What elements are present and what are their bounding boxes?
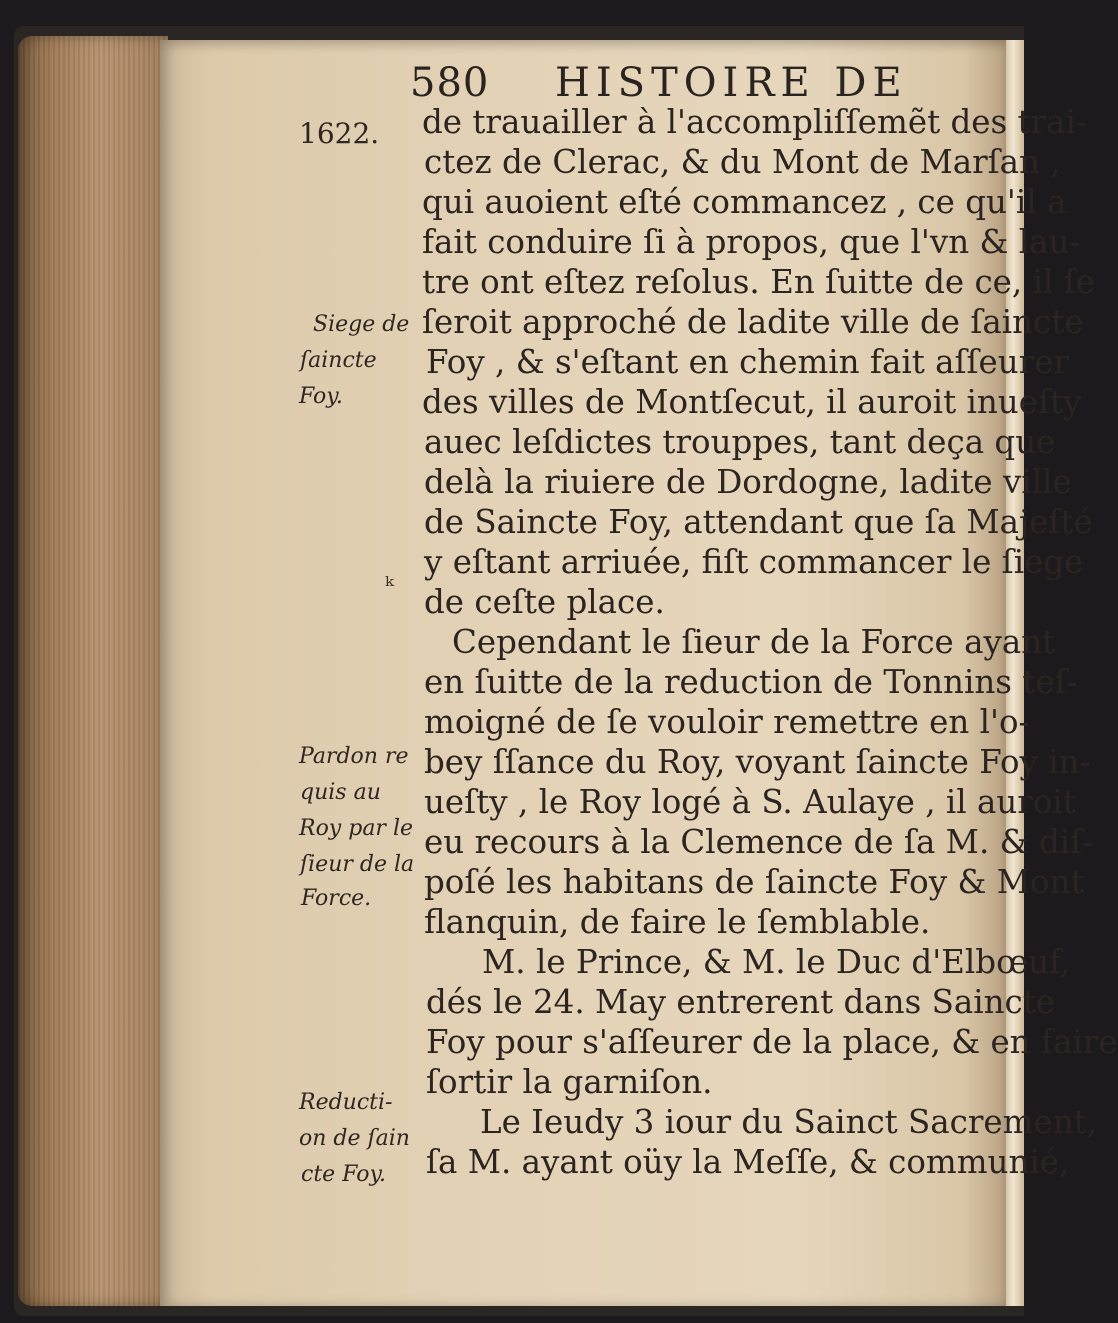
text-line: delà la riuiere de Dordogne, ladite ville: [424, 463, 1072, 501]
margin-note-line: Foy.: [299, 384, 343, 409]
text-line: en ſuitte de la reduction de Tonnins teſ-: [424, 663, 1078, 701]
text-line: Le Ieudy 3 iour du Sainct Sacrement,: [480, 1103, 1098, 1141]
text-line: ueſty , le Roy logé à S. Aulaye , il auroit: [424, 783, 1076, 821]
margin-note-line: cte Foy.: [301, 1162, 386, 1187]
text-line: eu recours à la Clemence de ſa M. & diſ-: [424, 823, 1094, 861]
margin-note-line: quis au: [300, 780, 381, 805]
text-line: poſé les habitans de ſaincte Foy & Mont: [424, 863, 1084, 901]
page-number: 580: [410, 60, 490, 106]
margin-note-line: ſaincte: [300, 348, 377, 373]
text-line: ſortir la garniſon.: [426, 1063, 713, 1101]
margin-note-line: Pardon re: [299, 744, 409, 769]
text-line: ſa M. ayant oüy la Meſſe, & communié,: [426, 1143, 1070, 1181]
margin-note-line: Force.: [301, 886, 372, 911]
text-line: y eſtant arriuée, fiſt commancer le ſiege: [424, 543, 1084, 581]
text-line: fait conduire ſi à propos, que l'vn & lau-: [422, 223, 1081, 261]
page-edge-stack: [18, 36, 168, 1306]
text-line: qui auoient eſté commancez , ce qu'il a: [422, 183, 1067, 221]
text-line: auec leſdictes trouppes, tant deça que: [424, 423, 1056, 461]
text-line: Cependant le ſieur de la Force ayant: [452, 623, 1056, 661]
margin-note-line: Roy par le: [299, 816, 413, 841]
year-marginal: 1622.: [299, 117, 380, 150]
text-line: tre ont eſtez reſolus. En ſuitte de ce, il ſe: [422, 263, 1095, 301]
text-line: flanquin, de faire le ſemblable.: [424, 903, 931, 941]
margin-note-line: ſieur de la: [300, 852, 415, 877]
text-line: Foy , & s'eſtant en chemin fait aſſeurer: [426, 343, 1070, 381]
text-line: de trauailler à l'accompliſſemẽt des trai-: [422, 103, 1087, 141]
text-line: ſeroit approché de ladite ville de ſaincte: [422, 303, 1084, 341]
text-line: de Saincte Foy, attendant que ſa Majeſté: [424, 503, 1093, 541]
text-line: des villes de Montſecut, il auroit inueſty: [422, 383, 1082, 421]
text-line: bey ſſance du Roy, voyant ſaincte Foy in-: [424, 743, 1091, 781]
text-line: de ceſte place.: [424, 583, 665, 621]
text-line: M. le Prince, & M. le Duc d'Elbœuf,: [482, 943, 1071, 981]
text-line: ctez de Clerac, & du Mont de Marſan ,: [424, 143, 1061, 181]
margin-note-line: on de ſain: [299, 1126, 410, 1151]
printer-mark: ᵏ: [385, 572, 394, 600]
margin-note-line: Reducti-: [299, 1090, 393, 1115]
running-title: HISTOIRE DE: [555, 60, 908, 106]
text-line: moigné de ſe vouloir remettre en l'o-: [424, 703, 1030, 741]
text-line: Foy pour s'aſſeurer de la place, & en faire: [426, 1023, 1118, 1061]
margin-note-line: Siege de: [313, 312, 410, 337]
text-line: dés le 24. May entrerent dans Saincte: [426, 983, 1056, 1021]
